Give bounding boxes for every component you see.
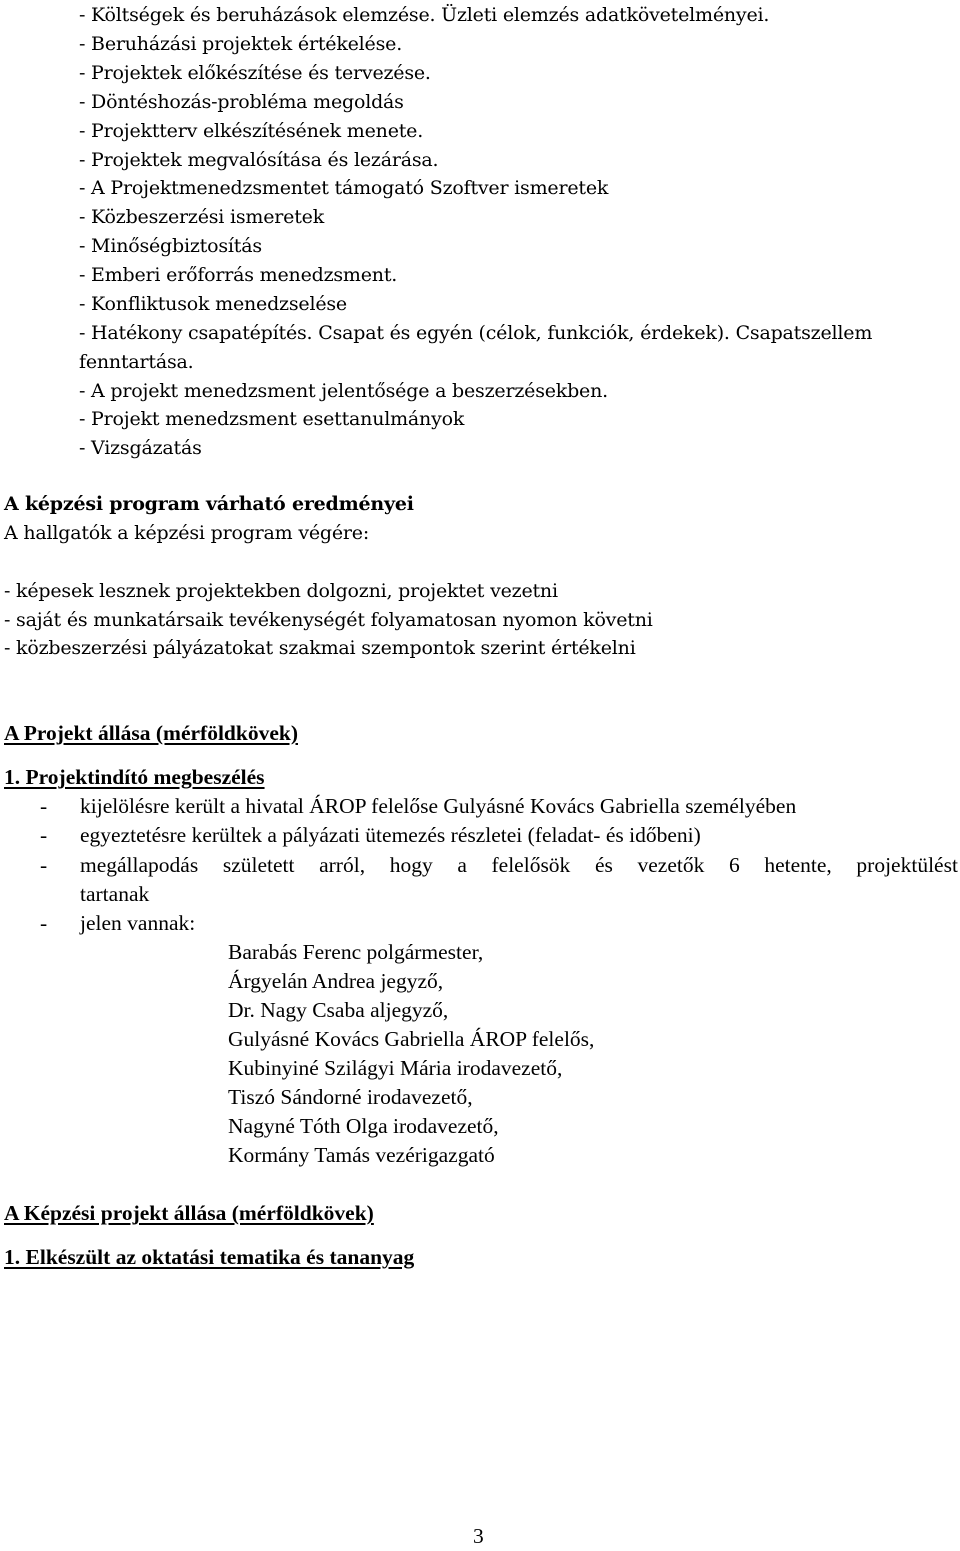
topic-line: - Közbeszerzési ismeretek bbox=[79, 206, 325, 228]
word: 6 bbox=[728, 853, 740, 877]
bullet-item-agreement bbox=[0, 851, 960, 880]
word: a bbox=[457, 853, 467, 877]
topic-line: - A projekt menedzsment jelentősége a beszerzésekben. bbox=[79, 380, 608, 402]
present-label: jelen vannak: bbox=[80, 911, 196, 935]
attendee: Kormány Tamás vezérigazgató bbox=[228, 1143, 495, 1167]
bullet-dash: - bbox=[40, 823, 48, 847]
word: felelősök bbox=[491, 853, 571, 877]
topic-line: - Konfliktusok menedzselése bbox=[79, 293, 347, 315]
word: megállapodás bbox=[80, 853, 199, 877]
bullet-text: egyeztetésre kerültek a pályázati ütemezés részletei (feladat- és időbeni) bbox=[80, 823, 701, 847]
attendee: Kubinyiné Szilágyi Mária irodavezető, bbox=[228, 1056, 563, 1080]
topic-line: - Minőségbiztosítás bbox=[79, 235, 262, 257]
word: hetente, bbox=[764, 853, 832, 877]
bullet-item bbox=[0, 821, 960, 850]
project-status-heading: A Projekt állása (mérföldkövek) bbox=[4, 721, 298, 745]
attendee: Árgyelán Andrea jegyző, bbox=[228, 969, 444, 993]
bullet-item-present bbox=[0, 909, 960, 938]
word: arról, bbox=[319, 853, 366, 877]
word: projektülést bbox=[856, 853, 958, 877]
topic-line: - Projekt menedzsment esettanulmányok bbox=[79, 408, 465, 430]
agreement-tail: tartanak bbox=[80, 882, 150, 906]
results-intro: A hallgatók a képzési program végére: bbox=[4, 522, 370, 544]
topic-line: - Döntéshozás-probléma megoldás bbox=[79, 91, 404, 113]
attendee: Barabás Ferenc polgármester, bbox=[228, 940, 484, 964]
bullet-dash: - bbox=[40, 794, 48, 818]
agreement-justified-line bbox=[80, 851, 958, 880]
result-item: - közbeszerzési pályázatokat szakmai szempontok szerint értékelni bbox=[4, 637, 636, 659]
topic-line: fenntartása. bbox=[79, 351, 194, 373]
topic-line: - A Projektmenedzsmentet támogató Szoftver ismeretek bbox=[79, 177, 609, 199]
result-item: - saját és munkatársaik tevékenységét folyamatosan nyomon követni bbox=[4, 609, 653, 631]
topic-line: - Költségek és beruházások elemzése. Üzleti elemzés adatkövetelményei. bbox=[79, 4, 770, 26]
bullet-text: kijelölésre került a hivatal ÁROP felelőse Gulyásné Kovács Gabriella személyében bbox=[80, 794, 797, 818]
bullet-item bbox=[0, 792, 960, 821]
topic-line: - Projektterv elkészítésének menete. bbox=[79, 120, 424, 142]
results-heading: A képzési program várható eredményei bbox=[4, 493, 414, 515]
topic-line: - Projektek előkészítése és tervezése. bbox=[79, 62, 431, 84]
bullet-dash: - bbox=[40, 911, 48, 935]
word: és bbox=[594, 853, 613, 877]
attendee: Nagyné Tóth Olga irodavezető, bbox=[228, 1114, 499, 1138]
topic-line: - Hatékony csapatépítés. Csapat és egyén (célok, funkciók, érdekek). Csapatszellem bbox=[79, 322, 873, 344]
training-status-heading: A Képzési projekt állása (mérföldkövek) bbox=[4, 1201, 374, 1225]
attendee: Gulyásné Kovács Gabriella ÁROP felelős, bbox=[228, 1027, 595, 1051]
word: vezetők bbox=[637, 853, 705, 877]
topic-line: - Projektek megvalósítása és lezárása. bbox=[79, 149, 439, 171]
attendee: Dr. Nagy Csaba aljegyző, bbox=[228, 998, 449, 1022]
word: született bbox=[222, 853, 295, 877]
milestone-title: 1. Projektindító megbeszélés bbox=[4, 765, 265, 789]
topic-line: - Vizsgázatás bbox=[79, 437, 202, 459]
bullet-dash: - bbox=[40, 853, 48, 877]
result-item: - képesek lesznek projektekben dolgozni, projektet vezetni bbox=[4, 580, 558, 602]
topic-line: - Emberi erőforrás menedzsment. bbox=[79, 264, 398, 286]
attendee: Tiszó Sándorné irodavezető, bbox=[228, 1085, 473, 1109]
page-number: 3 bbox=[473, 1524, 484, 1548]
word: hogy bbox=[389, 853, 433, 877]
training-milestone-title: 1. Elkészült az oktatási tematika és tananyag bbox=[4, 1245, 415, 1269]
topic-line: - Beruházási projektek értékelése. bbox=[79, 33, 403, 55]
